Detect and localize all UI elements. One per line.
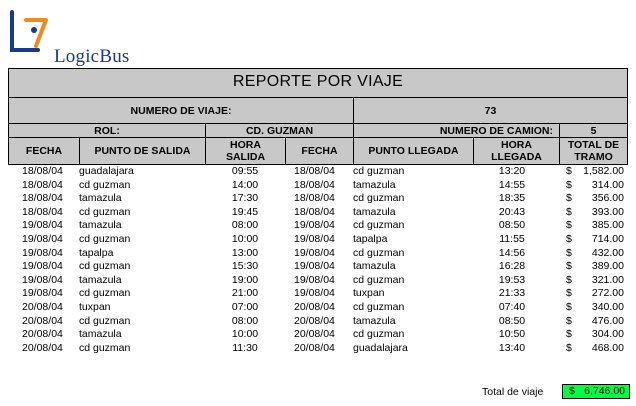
cell-hora-llegada: 13:20	[498, 165, 526, 177]
table-row	[8, 260, 628, 274]
cell-hora-llegada: 19:53	[498, 273, 526, 286]
cell-fecha-llegada: 19/08/04	[294, 219, 335, 232]
table-row	[8, 342, 628, 356]
cell-punto-salida: cd guzman	[79, 232, 131, 245]
cell-currency: $	[566, 314, 572, 327]
table-row	[8, 165, 628, 179]
cell-punto-salida: cd guzman	[79, 178, 131, 191]
cell-punto-salida: tuxpan	[79, 300, 111, 313]
cell-hora-llegada: 14:56	[498, 246, 526, 259]
cell-fecha-llegada: 19/08/04	[294, 287, 335, 300]
cell-hora-salida: 19:45	[231, 205, 259, 218]
cell-total-tramo: 714.00	[591, 232, 624, 245]
cell-total-tramo: 393.00	[591, 205, 624, 218]
table-row	[8, 287, 628, 301]
cell-punto-salida: cd guzman	[79, 260, 131, 273]
cell-punto-llegada: tamazula	[353, 178, 396, 191]
cell-currency: $	[566, 165, 572, 177]
cell-hora-salida: 11:30	[232, 341, 258, 354]
report-title: REPORTE POR VIAJE	[232, 73, 404, 90]
trip-value: 73	[353, 98, 627, 123]
cell-fecha-llegada: 18/08/04	[294, 178, 335, 191]
total-currency: $	[569, 385, 575, 397]
logo-mark-icon	[8, 6, 54, 58]
cell-fecha-salida: 19/08/04	[22, 287, 63, 300]
cell-fecha-salida: 19/08/04	[22, 260, 63, 273]
cell-hora-llegada: 10:50	[498, 328, 526, 341]
cell-fecha-salida: 18/08/04	[22, 205, 63, 218]
cell-total-tramo: 468.00	[591, 341, 624, 354]
cell-fecha-llegada: 18/08/04	[294, 205, 335, 218]
cell-hora-salida: 14:00	[231, 178, 259, 191]
cell-punto-salida: guadalajara	[79, 165, 134, 177]
cell-hora-salida: 10:00	[231, 328, 259, 341]
table-row	[8, 315, 628, 329]
cell-currency: $	[566, 287, 572, 300]
cell-fecha-salida: 20/08/04	[22, 328, 63, 341]
report-header	[8, 68, 628, 165]
cell-total-tramo: 1,582.00	[583, 165, 624, 177]
col-hora-llegada: HORA LLEGADA	[473, 138, 559, 164]
cell-fecha-salida: 20/08/04	[22, 300, 63, 313]
rol-row	[8, 124, 628, 138]
cell-hora-salida: 21:00	[231, 287, 259, 300]
table-row	[8, 206, 628, 220]
col-hora-salida: HORA SALIDA	[205, 138, 285, 164]
cell-punto-salida: cd guzman	[79, 341, 131, 354]
cell-punto-llegada: cd guzman	[353, 192, 405, 205]
cell-currency: $	[566, 260, 572, 273]
cell-punto-llegada: cd guzman	[353, 246, 405, 259]
table-row	[8, 233, 628, 247]
cell-total-tramo: 389.00	[591, 260, 624, 273]
cell-currency: $	[566, 341, 572, 354]
cell-hora-salida: 09:55	[231, 165, 259, 177]
cell-punto-llegada: tuxpan	[353, 287, 385, 300]
cell-fecha-salida: 18/08/04	[22, 165, 63, 177]
cell-fecha-llegada: 19/08/04	[294, 232, 335, 245]
cell-fecha-llegada: 20/08/04	[294, 341, 335, 354]
cell-punto-llegada: cd guzman	[353, 165, 405, 177]
cell-fecha-llegada: 19/08/04	[294, 260, 335, 273]
cell-fecha-salida: 19/08/04	[22, 273, 63, 286]
table-row	[8, 179, 628, 193]
trip-row	[8, 98, 628, 124]
cell-currency: $	[566, 178, 572, 191]
cell-hora-llegada: 21:33	[498, 287, 526, 300]
trip-label: NUMERO DE VIAJE:	[130, 104, 232, 117]
cell-punto-llegada: tamazula	[353, 205, 396, 218]
cell-hora-salida: 10:00	[231, 232, 259, 245]
cell-hora-salida: 15:30	[231, 260, 259, 273]
total-amount: 6,746.00	[584, 385, 625, 397]
table-row	[8, 192, 628, 206]
cell-hora-llegada: 13:40	[498, 341, 526, 354]
cell-fecha-llegada: 20/08/04	[294, 314, 335, 327]
cell-fecha-salida: 19/08/04	[22, 246, 63, 259]
cell-fecha-llegada: 20/08/04	[294, 328, 335, 341]
cell-hora-salida: 19:00	[231, 273, 259, 286]
cell-total-tramo: 321.00	[591, 273, 624, 286]
cell-hora-salida: 08:00	[231, 219, 259, 232]
cell-total-tramo: 385.00	[591, 219, 624, 232]
table-row	[8, 301, 628, 315]
cell-punto-llegada: tamazula	[353, 260, 396, 273]
cell-punto-llegada: tapalpa	[353, 232, 388, 245]
cell-total-tramo: 314.00	[591, 178, 624, 191]
cell-total-tramo: 476.00	[591, 314, 624, 327]
cell-hora-llegada: 07:40	[498, 300, 526, 313]
col-fecha-llegada: FECHA	[285, 138, 353, 164]
cell-currency: $	[566, 205, 572, 218]
total-label: Total de viaje	[482, 386, 544, 398]
rol-value: CD. GUZMAN	[205, 124, 353, 137]
cell-currency: $	[566, 232, 572, 245]
column-header-row	[8, 138, 628, 165]
bus-value: 5	[559, 124, 627, 137]
total-value-box	[562, 384, 630, 399]
cell-punto-salida: cd guzman	[79, 205, 131, 218]
cell-punto-llegada: cd guzman	[353, 273, 405, 286]
cell-fecha-llegada: 19/08/04	[294, 273, 335, 286]
cell-fecha-salida: 19/08/04	[22, 219, 63, 232]
table-row	[8, 219, 628, 233]
cell-punto-salida: tamazula	[79, 219, 122, 232]
rol-label: ROL:	[94, 124, 120, 137]
cell-punto-llegada: cd guzman	[353, 219, 405, 232]
cell-total-tramo: 340.00	[591, 300, 624, 313]
cell-fecha-llegada: 18/08/04	[294, 192, 335, 205]
cell-currency: $	[566, 219, 572, 232]
cell-hora-salida: 17:30	[231, 192, 259, 205]
cell-punto-salida: tamazula	[79, 192, 122, 205]
col-punto-salida: PUNTO DE SALIDA	[79, 138, 205, 164]
cell-total-tramo: 356.00	[591, 192, 624, 205]
table-row	[8, 328, 628, 342]
cell-fecha-llegada: 19/08/04	[294, 246, 335, 259]
cell-punto-salida: cd guzman	[79, 314, 131, 327]
cell-hora-llegada: 11:55	[499, 232, 525, 245]
col-fecha-salida: FECHA	[25, 145, 63, 157]
cell-punto-salida: tamazula	[79, 328, 122, 341]
table-row	[8, 247, 628, 261]
cell-currency: $	[566, 300, 572, 313]
cell-fecha-salida: 18/08/04	[22, 178, 63, 191]
cell-total-tramo: 304.00	[591, 328, 624, 341]
cell-hora-llegada: 08:50	[498, 219, 526, 232]
cell-punto-llegada: cd guzman	[353, 328, 405, 341]
cell-punto-salida: tamazula	[79, 273, 122, 286]
cell-total-tramo: 432.00	[591, 246, 624, 259]
cell-fecha-llegada: 20/08/04	[294, 300, 335, 313]
cell-punto-llegada: tamazula	[353, 314, 396, 327]
table-row	[8, 274, 628, 288]
cell-hora-llegada: 18:35	[498, 192, 526, 205]
cell-hora-llegada: 16:28	[498, 260, 526, 273]
cell-total-tramo: 272.00	[591, 287, 624, 300]
cell-hora-llegada: 20:43	[498, 205, 526, 218]
cell-fecha-salida: 19/08/04	[22, 232, 63, 245]
cell-hora-salida: 07:00	[231, 300, 259, 313]
logo-brand-text: LogicBus	[54, 46, 130, 67]
cell-punto-llegada: cd guzman	[353, 300, 405, 313]
cell-hora-llegada: 08:50	[498, 314, 526, 327]
col-punto-llegada: PUNTO LLEGADA	[353, 138, 473, 164]
report-table-body	[8, 165, 628, 355]
cell-currency: $	[566, 246, 572, 259]
report-title-row	[8, 68, 628, 98]
cell-punto-llegada: guadalajara	[353, 341, 408, 354]
cell-fecha-salida: 20/08/04	[22, 314, 63, 327]
cell-fecha-salida: 20/08/04	[22, 341, 63, 354]
cell-currency: $	[566, 192, 572, 205]
cell-hora-salida: 13:00	[231, 246, 259, 259]
logicbus-logo	[8, 6, 138, 68]
cell-currency: $	[566, 328, 572, 341]
cell-punto-salida: cd guzman	[79, 287, 131, 300]
cell-punto-salida: tapalpa	[79, 246, 114, 259]
col-total-tramo: TOTAL DE TRAMO	[559, 138, 627, 164]
cell-hora-llegada: 14:55	[498, 178, 526, 191]
cell-currency: $	[566, 273, 572, 286]
cell-hora-salida: 08:00	[231, 314, 259, 327]
bus-label: NUMERO DE CAMION:	[353, 124, 559, 137]
cell-fecha-salida: 18/08/04	[22, 192, 63, 205]
cell-fecha-llegada: 18/08/04	[294, 165, 335, 177]
